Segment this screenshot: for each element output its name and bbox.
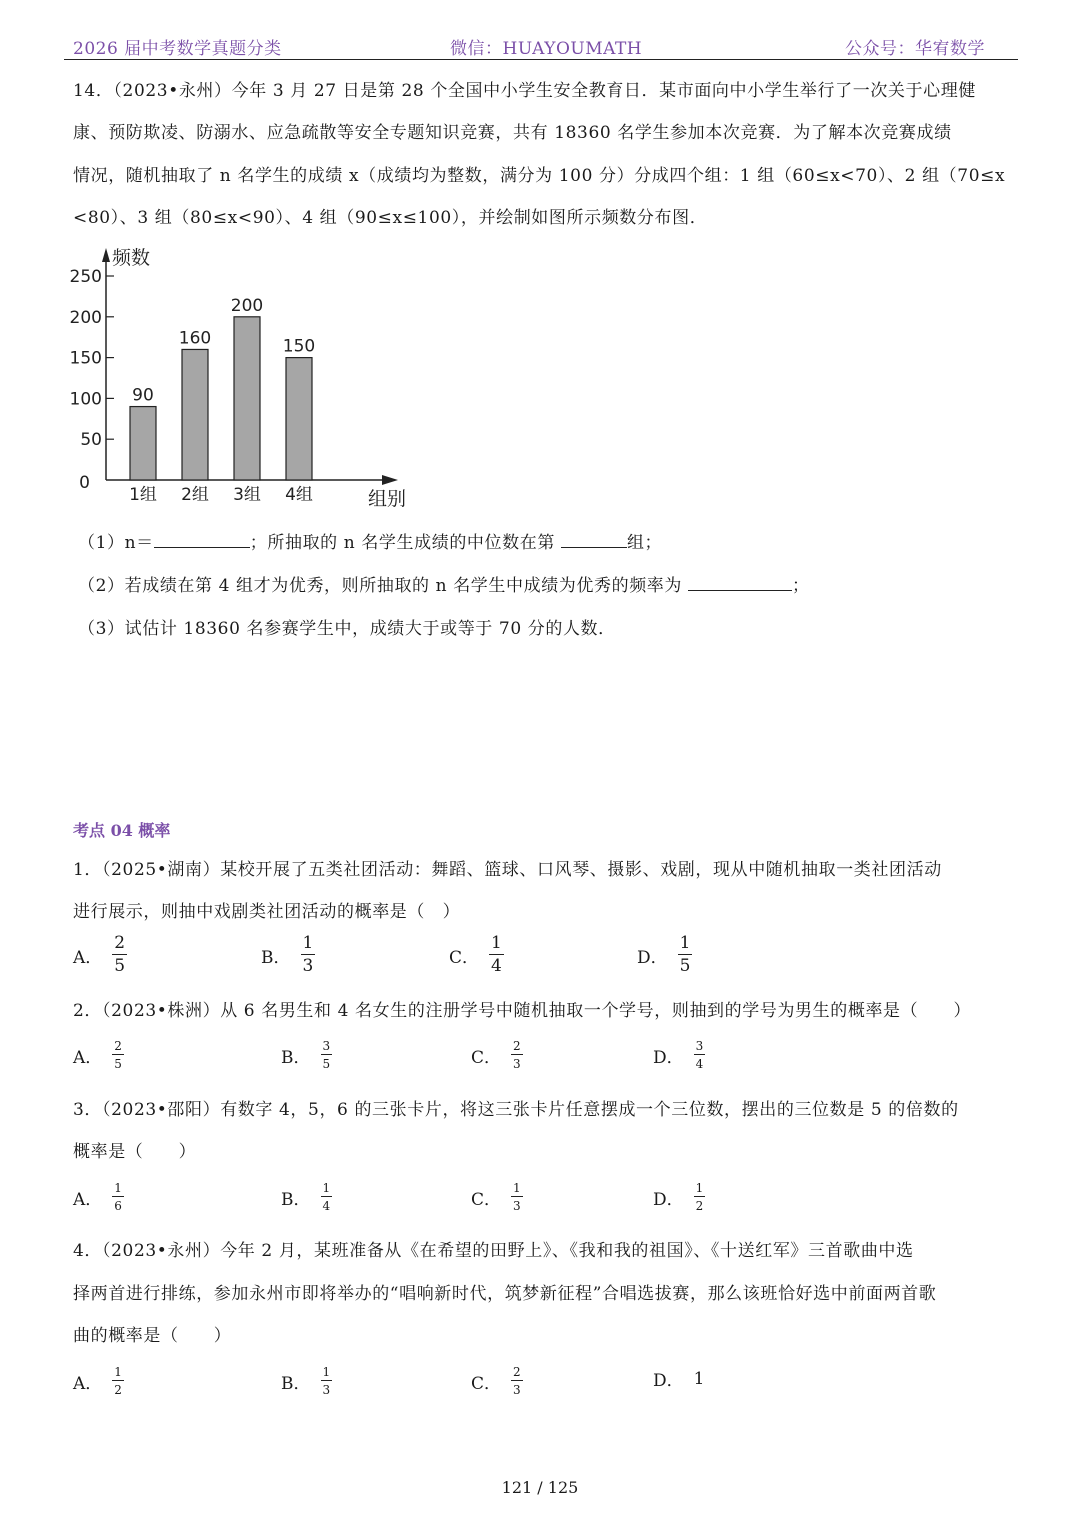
- fraction-denominator: 5: [322, 1057, 331, 1071]
- q14-sub1-prefix: （1）n＝: [78, 533, 154, 553]
- option-label: D．: [653, 1189, 684, 1210]
- q1-line-1: 1．（2025•湖南）某校开展了五类社团活动：舞蹈、篮球、口风琴、摄影、戏剧，现从中随机抽取一类社团活动: [73, 860, 942, 880]
- option-fraction: [489, 935, 504, 975]
- option-fraction: [321, 1182, 333, 1212]
- fraction-numerator: 2: [114, 933, 126, 953]
- q14-sub2-suffix: ；: [792, 576, 810, 596]
- option-label: A．: [73, 1189, 103, 1210]
- y-tick-label: 50: [80, 430, 102, 451]
- q3-option-a[interactable]: [73, 1182, 124, 1212]
- q14-line-4: <80）、3 组（80≤x<90）、4 组（90≤x≤100），并绘制如图所示频数分布图．: [73, 208, 708, 228]
- option-fraction: [694, 1040, 706, 1070]
- option-fraction: [511, 1040, 523, 1070]
- q2-option-c[interactable]: [471, 1040, 523, 1070]
- q3-option-d[interactable]: [653, 1182, 705, 1212]
- q14-line-3: 情况，随机抽取了 n 名学生的成绩 x（成绩均为整数，满分为 100 分）分成四个组：1 组（60≤x<70）、2 组（70≤x: [73, 166, 1006, 186]
- option-fraction: [321, 1366, 333, 1396]
- fraction-denominator: 4: [695, 1057, 704, 1071]
- q4-line-2: 择两首进行排练，参加永州市即将举办的“唱响新时代，筑梦新征程”合唱选拔赛，那么该班恰好选中前面两首歌: [73, 1284, 937, 1304]
- option-fraction: [511, 1366, 523, 1396]
- option-value: 1: [693, 1368, 705, 1389]
- fraction-denominator: 2: [695, 1199, 704, 1213]
- fraction-numerator: 2: [513, 1365, 521, 1379]
- fraction-denominator: 3: [513, 1383, 521, 1397]
- q2-line-1: 2．（2023•株洲）从 6 名男生和 4 名女生的注册学号中随机抽取一个学号，则抽到的学号为男生的概率是（ ）: [73, 1001, 972, 1021]
- fraction-numerator: 1: [114, 1365, 122, 1379]
- fraction-numerator: 3: [695, 1039, 704, 1053]
- option-label: D．: [637, 947, 668, 968]
- q4-option-c[interactable]: [471, 1366, 523, 1396]
- option-label: B．: [281, 1189, 311, 1210]
- bar-2: [182, 349, 208, 480]
- q4-option-b[interactable]: [281, 1366, 332, 1396]
- option-label: B．: [261, 947, 291, 968]
- q4-option-d[interactable]: [653, 1366, 704, 1391]
- option-fraction: [112, 1040, 124, 1070]
- option-label: D．: [653, 1047, 684, 1068]
- bar-value-label: 200: [230, 295, 264, 316]
- q4-option-a[interactable]: [73, 1366, 124, 1396]
- y-tick-label: 250: [69, 267, 102, 287]
- bar-1: [130, 407, 156, 480]
- option-fraction: [112, 1366, 124, 1396]
- fraction-denominator: 6: [114, 1199, 122, 1213]
- bar-4: [286, 358, 312, 480]
- header-doc-title: 2026 届中考数学真题分类: [73, 39, 282, 59]
- y-tick-label: 100: [69, 389, 102, 410]
- option-fraction: [694, 1182, 706, 1212]
- fraction-numerator: 1: [695, 1181, 704, 1195]
- header-wechat: 微信：HUAYOUMATH: [450, 39, 643, 59]
- fraction-numerator: 1: [513, 1181, 521, 1195]
- header-account: 公众号：华宥数学: [845, 39, 985, 59]
- fraction-denominator: 2: [114, 1383, 122, 1397]
- fraction-numerator: 3: [322, 1039, 331, 1053]
- fraction-denominator: 5: [679, 956, 691, 976]
- fraction-numerator: 1: [114, 1181, 122, 1195]
- bar-value-label: 90: [132, 385, 154, 406]
- y-tick-label: 150: [69, 348, 102, 369]
- option-label: B．: [281, 1047, 311, 1068]
- category-label: 4组: [285, 485, 313, 505]
- q14-sub-3: （3）试估计 18360 名参赛学生中，成绩大于或等于 70 分的人数．: [78, 619, 616, 639]
- q1-option-a[interactable]: [73, 935, 127, 975]
- q14-sub-1: [78, 528, 662, 553]
- q1-option-c[interactable]: [449, 935, 504, 975]
- fraction-numerator: 1: [322, 1365, 331, 1379]
- x-axis-arrow: [382, 475, 398, 485]
- option-label: C．: [471, 1189, 502, 1210]
- category-label: 3组: [233, 485, 261, 505]
- option-fraction: [678, 935, 693, 975]
- fraction-denominator: 3: [513, 1199, 521, 1213]
- q3-line-1: 3．（2023•邵阳）有数字 4，5，6 的三张卡片，将这三张卡片任意摆成一个三位数，摆出的三位数是 5 的倍数的: [73, 1100, 959, 1120]
- answer-blank-median-group[interactable]: [561, 533, 627, 548]
- y-axis-label: 频数: [112, 247, 151, 269]
- q14-sub1-suffix: 组；: [626, 533, 663, 553]
- x-axis-label: 组别: [368, 488, 407, 510]
- fraction-denominator: 4: [322, 1199, 331, 1213]
- option-fraction: [301, 935, 316, 975]
- option-label: A．: [73, 947, 103, 968]
- fraction-numerator: 2: [114, 1039, 122, 1053]
- option-fraction: [511, 1182, 523, 1212]
- q14-line-2: 康、预防欺凌、防溺水、应急疏散等安全专题知识竞赛，共有 18360 名学生参加本次竞赛．为了解本次竞赛成绩: [73, 123, 952, 143]
- option-label: C．: [471, 1373, 502, 1394]
- option-label: C．: [449, 947, 480, 968]
- bar-3: [234, 317, 260, 480]
- fraction-denominator: 4: [491, 956, 502, 976]
- q3-option-c[interactable]: [471, 1182, 523, 1212]
- category-label: 2组: [181, 485, 209, 505]
- q3-option-b[interactable]: [281, 1182, 332, 1212]
- q2-option-d[interactable]: [653, 1040, 705, 1070]
- option-fraction: [321, 1040, 333, 1070]
- q1-line-2: 进行展示，则抽中戏剧类社团活动的概率是（ ）: [73, 902, 461, 922]
- option-label: D．: [653, 1371, 684, 1391]
- page-number: 121 / 125: [501, 1478, 579, 1497]
- q1-option-b[interactable]: [261, 935, 315, 975]
- option-label: A．: [73, 1373, 103, 1394]
- fraction-numerator: 1: [302, 933, 314, 953]
- y-axis-arrow: [102, 248, 110, 262]
- q14-line-1: 14．（2023•永州）今年 3 月 27 日是第 28 个全国中小学生安全教育日．某市面向中小学生举行了一次关于心理健: [73, 81, 976, 101]
- option-label: A．: [73, 1047, 103, 1068]
- frequency-bar-chart: [60, 240, 420, 515]
- y-tick-label: 0: [79, 473, 90, 493]
- bar-value-label: 150: [282, 336, 316, 357]
- fraction-numerator: 1: [679, 933, 691, 953]
- q4-line-1: 4．（2023•永州）今年 2 月，某班准备从《在希望的田野上》、《我和我的祖国》、《十送红军》三首歌曲中选: [73, 1241, 914, 1261]
- option-label: B．: [281, 1373, 311, 1394]
- q3-line-2: 概率是（ ）: [73, 1142, 197, 1162]
- q14-sub1-middle: ；所抽取的 n 名学生成绩的中位数在第: [249, 533, 555, 553]
- fraction-numerator: 2: [513, 1039, 521, 1053]
- answer-blank-n[interactable]: [154, 533, 250, 548]
- answer-blank-frequency[interactable]: [688, 576, 792, 591]
- fraction-denominator: 5: [114, 956, 126, 976]
- q2-option-b[interactable]: [281, 1040, 332, 1070]
- fraction-numerator: 1: [491, 933, 502, 953]
- option-fraction: [112, 935, 127, 975]
- fraction-denominator: 3: [513, 1057, 521, 1071]
- fraction-denominator: 5: [114, 1057, 122, 1071]
- q14-sub-2: [78, 571, 810, 596]
- fraction-numerator: 1: [322, 1181, 331, 1195]
- q14-sub2-prefix: （2）若成绩在第 4 组才为优秀，则所抽取的 n 名学生中成绩为优秀的频率为: [78, 576, 682, 596]
- q4-line-3: 曲的概率是（ ）: [73, 1326, 232, 1346]
- bar-value-label: 160: [178, 328, 212, 349]
- category-label: 1组: [129, 485, 157, 505]
- fraction-denominator: 3: [302, 956, 314, 976]
- option-label: C．: [471, 1047, 502, 1068]
- section-title: 考点 04 概率: [73, 821, 171, 840]
- fraction-denominator: 3: [322, 1383, 331, 1397]
- header-divider: [64, 59, 1018, 60]
- q2-option-a[interactable]: [73, 1040, 124, 1070]
- y-tick-label: 200: [69, 307, 102, 328]
- q1-option-d[interactable]: [637, 935, 692, 975]
- option-fraction: [112, 1182, 124, 1212]
